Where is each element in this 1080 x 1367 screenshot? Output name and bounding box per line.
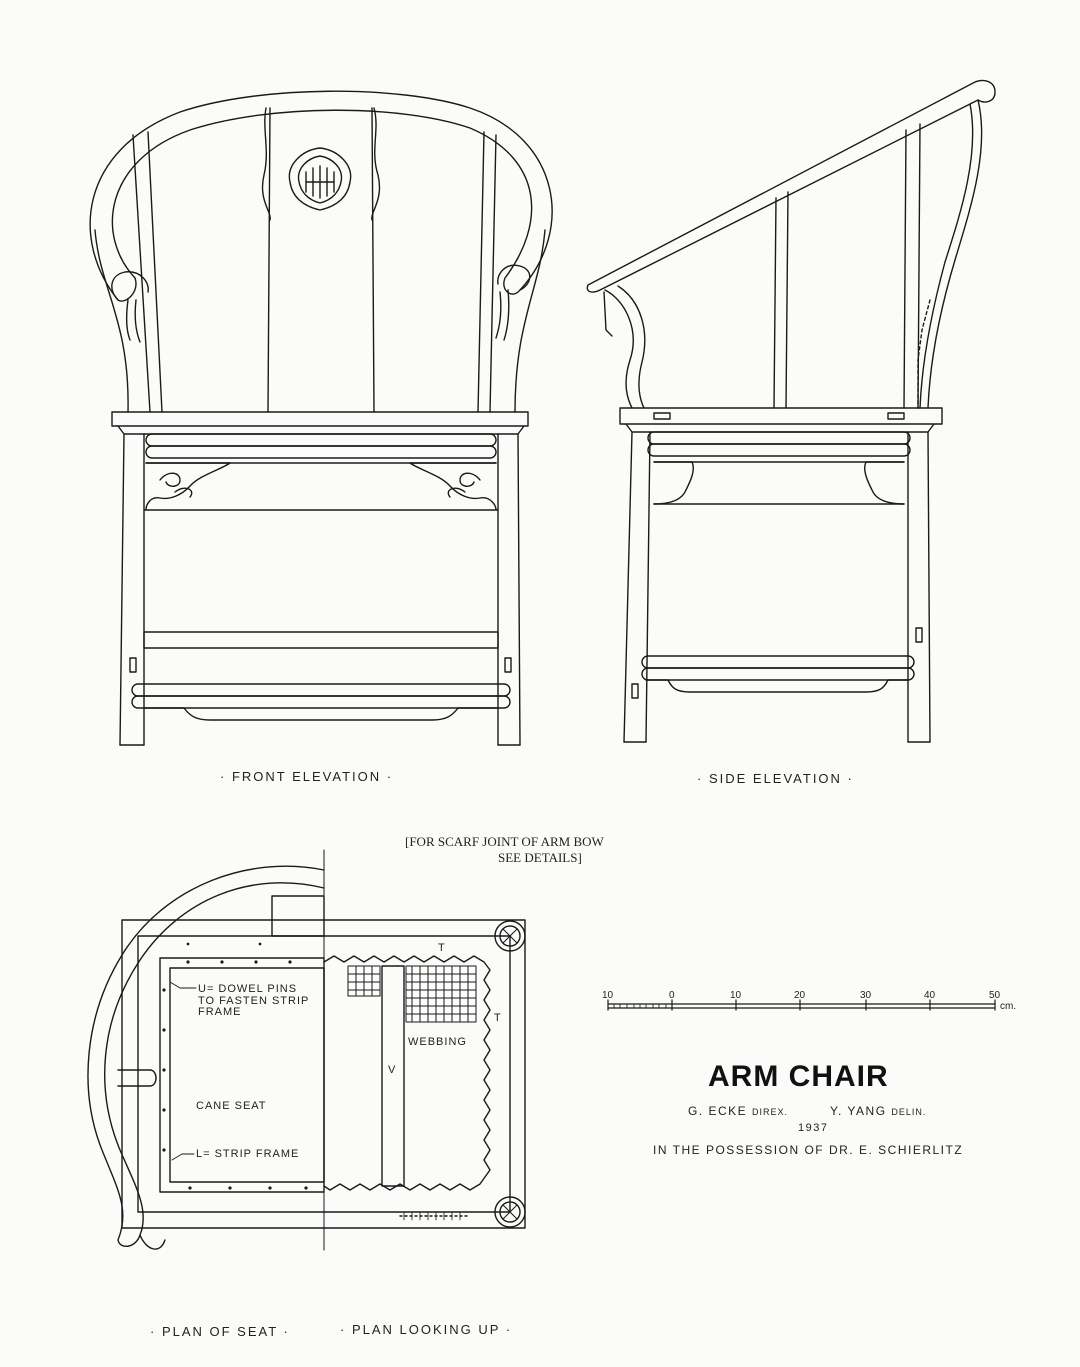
cane-seat-callout: CANE SEAT — [196, 1100, 267, 1112]
scale-tick-label: 10 — [730, 990, 742, 1001]
plan-of-seat-label: · PLAN OF SEAT · — [150, 1324, 290, 1339]
plan-drawing — [88, 850, 525, 1250]
t-top-callout: T — [438, 942, 446, 954]
possession-credit: IN THE POSSESSION OF DR. E. SCHIERLITZ — [653, 1143, 964, 1157]
scale-tick-label: 10 — [602, 990, 614, 1001]
side-elevation-drawing — [587, 80, 995, 742]
drawing-year: 1937 — [798, 1122, 829, 1134]
delineator-credit — [830, 1104, 926, 1118]
scarf-joint-note-line-1: [FOR SCARF JOINT OF ARM BOW — [405, 834, 604, 849]
delineator-role: DELIN. — [891, 1107, 927, 1117]
scale-bar — [608, 1000, 995, 1010]
dowel-pins-callout-3: FRAME — [198, 1006, 242, 1018]
director-credit — [688, 1104, 788, 1118]
scale-tick-label: 20 — [794, 990, 806, 1001]
v-strip-callout: V — [388, 1064, 397, 1076]
front-elevation-label: · FRONT ELEVATION · — [220, 769, 394, 784]
strip-frame-callout: L= STRIP FRAME — [196, 1148, 300, 1160]
scale-tick-label: 50 — [989, 990, 1001, 1001]
drawing-title: ARM CHAIR — [708, 1060, 889, 1093]
scale-tick-label: 40 — [924, 990, 936, 1001]
side-elevation-label: · SIDE ELEVATION · — [697, 771, 854, 786]
director-name: G. ECKE — [688, 1104, 748, 1118]
director-role: DIREX. — [752, 1107, 789, 1117]
scale-tick-label: 0 — [669, 990, 675, 1001]
webbing-callout: WEBBING — [408, 1036, 467, 1048]
delineator-name: Y. YANG — [830, 1104, 887, 1118]
plan-looking-up-label: · PLAN LOOKING UP · — [340, 1322, 513, 1337]
dowel-pins-callout-1: U= DOWEL PINS — [198, 983, 298, 995]
scarf-joint-note-line-2: SEE DETAILS] — [498, 850, 582, 865]
dowel-pins-callout-2: TO FASTEN STRIP — [198, 995, 310, 1007]
front-elevation-drawing — [90, 91, 552, 745]
t-right-callout: T — [494, 1012, 502, 1024]
scale-unit-label: cm. — [1000, 1001, 1017, 1012]
scale-tick-label: 30 — [860, 990, 872, 1001]
